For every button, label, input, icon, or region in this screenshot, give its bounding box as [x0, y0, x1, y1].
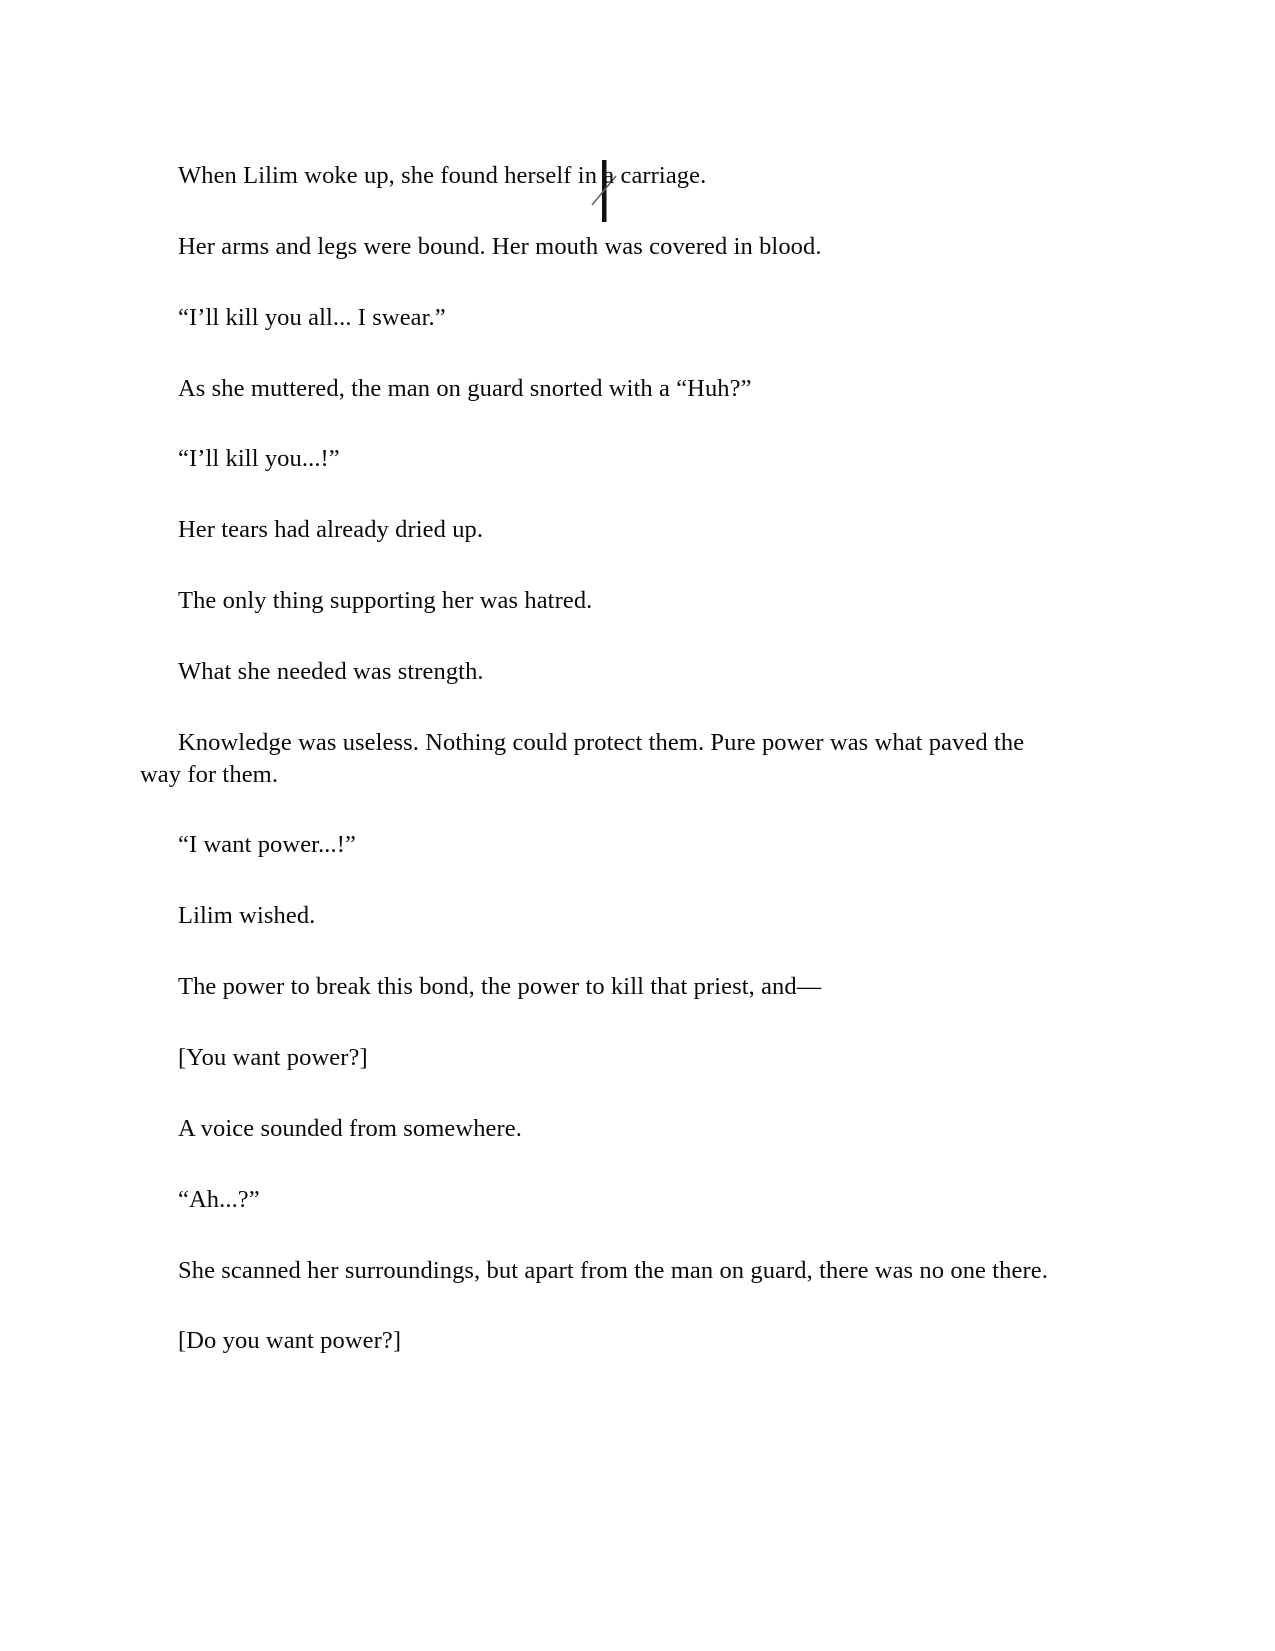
paragraph: The power to break this bond, the power to kill that priest, and—: [178, 973, 822, 1001]
paragraph: “Ah...?”: [178, 1185, 260, 1213]
paragraph: Lilim wished.: [178, 902, 316, 930]
paragraph: She scanned her surroundings, but apart from the man on guard, there was no one there.: [178, 1256, 1048, 1284]
paragraph: Her arms and legs were bound. Her mouth was covered in blood.: [178, 232, 822, 260]
page-content: [140, 0, 1070, 1396]
paragraph: When Lilim woke up, she found herself in a carriage.: [178, 162, 707, 189]
paragraph: Knowledge was useless. Nothing could protect them. Pure power was what paved the way for them.: [140, 728, 1025, 788]
body-text: [140, 160, 1070, 1357]
paragraph: [Do you want power?]: [178, 1327, 402, 1355]
paragraph: Her tears had already dried up.: [178, 516, 484, 544]
paragraph: What she needed was strength.: [178, 657, 484, 685]
paragraph: As she muttered, the man on guard snorted with a “Huh?”: [178, 374, 752, 402]
paragraph: “I’ll kill you all... I swear.”: [178, 303, 446, 331]
paragraph: “I’ll kill you...!”: [178, 445, 340, 473]
paragraph: A voice sounded from somewhere.: [178, 1114, 522, 1142]
paragraph: “I want power...!”: [178, 831, 356, 859]
paragraph: The only thing supporting her was hatred.: [178, 587, 593, 615]
scene-divider-icon: [140, 0, 1070, 160]
paragraph: [You want power?]: [178, 1043, 368, 1071]
